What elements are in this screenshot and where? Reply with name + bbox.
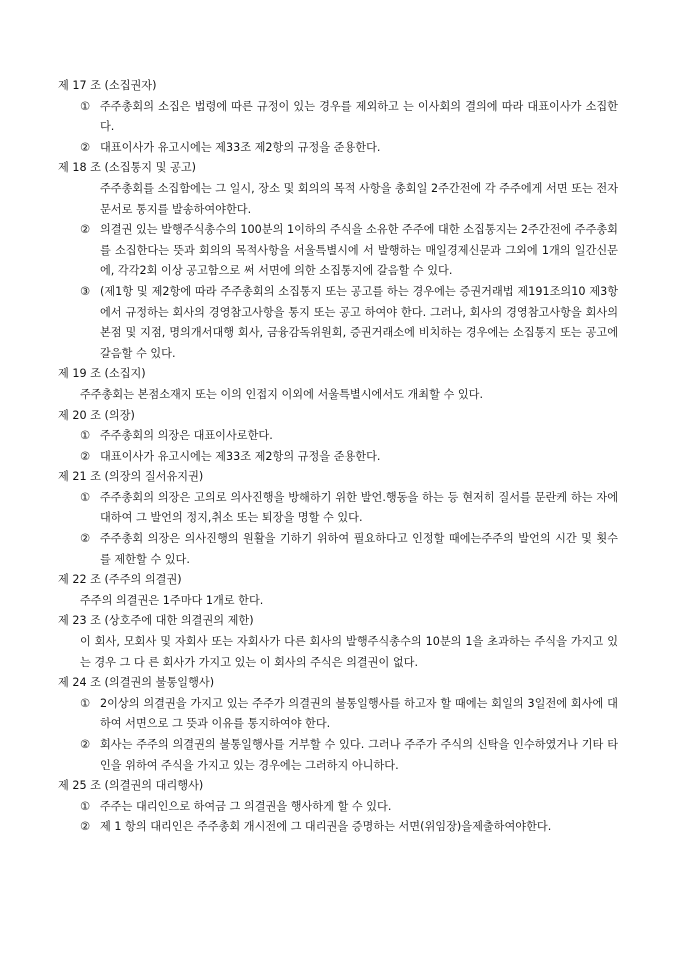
article-25 xyxy=(58,776,618,838)
item-number: ② xyxy=(80,449,91,463)
item-number: ① xyxy=(80,696,91,710)
article-item xyxy=(58,426,618,447)
item-number: ② xyxy=(80,140,91,154)
item-text: (제1항 및 제2항에 따라 주주총회의 소집통지 또는 공고를 하는 경우에는 증권거래법 제191조의10 제3항에서 규정하는 회사의 경영참고사항을 통지 또는 공고 하여야 한다. 그러나, 회사의 경영참고사항을 회사의 본점 및 지점, 명의개서대행 회사, 금융감독위원회, 증권거래소에 비치하는 경우에는 소집통지 또는 공고에 갈음할 수 있다. xyxy=(100,284,618,360)
article-title: 제 18 조 (소집통지 및 공고) xyxy=(58,161,197,175)
document-body xyxy=(58,76,618,838)
item-number: ② xyxy=(80,223,91,237)
item-number: ② xyxy=(80,738,91,751)
article-item xyxy=(58,488,618,529)
article-20 xyxy=(58,406,618,468)
item-text: 주주총회의 소집은 법령에 따른 규정이 있는 경우를 제외하고 는 이사회의 결의에 따라 대표이사가 소집한다. xyxy=(100,99,618,134)
item-text: 대표이사가 유고시에는 제33조 제2항의 규정을 준용한다. xyxy=(100,449,381,463)
article-item xyxy=(58,735,618,776)
article-24 xyxy=(58,673,618,776)
item-number xyxy=(80,179,100,220)
article-item xyxy=(58,694,618,735)
item-number: ① xyxy=(80,490,91,504)
article-title: 제 23 조 (상호주에 대한 의결권의 제한) xyxy=(58,614,254,628)
article-21 xyxy=(58,467,618,570)
item-number: ③ xyxy=(80,284,91,298)
article-body: 주주총회는 본점소재지 또는 이의 인접지 이외에 서울특별시에서도 개최할 수 있다. xyxy=(80,387,484,401)
item-number: ① xyxy=(80,799,91,813)
item-text: 주주총회의 의장은 고의로 의사진행을 방해하기 위한 발언.행동을 하는 등 현저히 질서를 문란케 하는 자에 대하여 그 발언의 정지,취소 또는 퇴장을 명할 수 있다. xyxy=(100,490,618,525)
item-number: ① xyxy=(80,99,91,113)
article-19 xyxy=(58,364,618,405)
article-item xyxy=(58,817,618,838)
article-body: 이 회사, 모회사 및 자회사 또는 자회사가 다른 회사의 발행주식총수의 10분의 1을 초과하는 주식을 가지고 있는 경우 그 다 른 회사가 가지고 있는 이 회사의 주식은 의결권이 없다. xyxy=(80,635,618,669)
article-item xyxy=(58,220,618,282)
article-item xyxy=(58,447,618,468)
item-text: 주주총회의 의장은 대표이사로한다. xyxy=(100,429,273,443)
item-text: 2이상의 의결권을 가지고 있는 주주가 의결권의 불통일행사를 하고자 할 때에는 회일의 3일전에 회사에 대하여 서면으로 그 뜻과 이유를 통지하여야 한다. xyxy=(100,696,618,731)
article-title: 제 24 조 (의결권의 불통일행사) xyxy=(58,676,215,690)
article-item xyxy=(58,97,618,138)
item-text: 주주는 대리인으로 하여금 그 의결권을 행사하게 할 수 있다. xyxy=(100,799,392,813)
item-number: ② xyxy=(80,532,91,546)
article-body: 주주의 의결권은 1주마다 1개로 한다. xyxy=(80,593,264,607)
article-23 xyxy=(58,611,618,673)
article-18 xyxy=(58,158,618,364)
article-title: 제 20 조 (의장) xyxy=(58,408,135,422)
article-item xyxy=(58,282,618,364)
item-text: 제 1 항의 대리인은 주주총회 개시전에 그 대리권을 증명하는 서면(위임장)을제출하여야한다. xyxy=(100,820,552,834)
article-item xyxy=(58,179,618,220)
item-text: 주주총회를 소집함에는 그 일시, 장소 및 회의의 목적 사항을 총회일 2주간전에 각 주주에게 서면 또는 전자문서로 통지를 발송하여야한다. xyxy=(100,181,618,216)
item-text: 대표이사가 유고시에는 제33조 제2항의 규정을 준용한다. xyxy=(100,140,381,154)
article-item xyxy=(58,797,618,818)
article-17 xyxy=(58,76,618,158)
article-title: 제 25 조 (의결권의 대리행사) xyxy=(58,779,204,793)
item-text: 의결권 있는 발행주식총수의 100분의 1이하의 주식을 소유한 주주에 대한 소집통지는 2주간전에 주주총회를 소집한다는 뜻과 회의의 목적사항을 서울특별시에 서 발행하는 매일경제신문과 그외에 1개의 일간신문에, 각각2회 이상 공고함으로 써 서면에 의한 소집통지에 갈음할 수 있다. xyxy=(100,223,618,278)
item-text: 회사는 주주의 의결권의 불통일행사를 거부할 수 있다. 그러나 주주가 주식의 신탁을 인수하였거나 기타 타인을 위하여 주식을 가지고 있는 경우에는 그러하지 아니하다. xyxy=(100,738,618,772)
article-title: 제 21 조 (의장의 질서유지권) xyxy=(58,470,204,484)
article-title: 제 19 조 (소집지) xyxy=(58,367,146,381)
article-title: 제 22 조 (주주의 의결권) xyxy=(58,573,182,587)
item-number: ① xyxy=(80,429,91,443)
article-title: 제 17 조 (소집권자) xyxy=(58,79,157,92)
item-text: 주주총회 의장은 의사진행의 원활을 기하기 위하여 필요하다고 인정할 때에는주주의 발언의 시간 및 횟수를 제한할 수 있다. xyxy=(100,532,618,566)
article-item xyxy=(58,529,618,570)
article-22 xyxy=(58,570,618,611)
article-item xyxy=(58,138,618,159)
item-number: ② xyxy=(80,820,91,834)
